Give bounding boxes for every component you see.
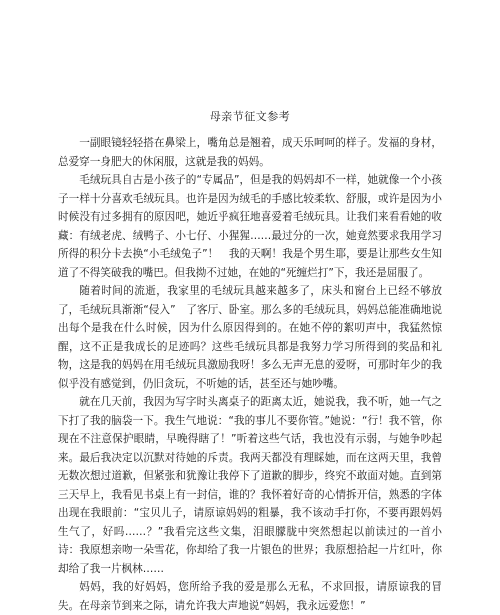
paragraph-4: 就在几天前，我因为写字时头离桌子的距离太近，她说我，我不听，她一气之下打了我的脑袋一下。我生气地说：“我的事儿不要你管。”她说：“行！我不管，你现在不注意保护眼睛，早晚得瞎了！”听着这些气话，我也没有示弱，与她争吵起来。最后我决定以沉默对待她的斥责。我两天都没有理睬她，而在这两天里，我曾无数次想过道歉，但紧张和犹豫让我停下了道歉的脚步，终究不敢面对她。直到第三天早上，我看见书桌上有一封信，谁的？我怀着好奇的心情拆开信，熟悉的字体出现在我眼前：“宝贝儿子，请原谅妈妈的粗暴，我不该动手打你，不要再跟妈妈生气了，好吗……？”我看完这些文集，泪眼朦胧中突然想起以前读过的一首小诗：我原想亲吻一朵雪花，你却给了我一片银色的世界；我原想拾起一片红叶，你却给了我一片枫林…… <box>58 396 442 575</box>
document-body <box>58 134 442 615</box>
paragraph-5: 妈妈，我的好妈妈，您所给予我的爱是那么无私，不求回报，请原谅我的冒失。在母亲节到来之际，请允许我大声地说“妈妈，我永远爱您！” <box>58 581 442 612</box>
paragraph-3: 随着时间的流逝，我家里的毛绒玩具越来越多了，床头和窗台上已经不够放了，毛绒玩具渐渐“侵入” 了客厅、卧室。那么多的毛绒玩具，妈妈总能准确地说出每个是我在什么时候，因为什么原因得到的。在她不停的絮叨声中，我猛然惊醒，这不正是我成长的足迹吗？这些毛绒玩具都是我努力学习所得到的奖品和礼物，这是我的妈妈在用毛绒玩具激励我呀！多么无声无息的爱呀，可那时年少的我似乎没有感觉到，仍旧贪玩，不听她的话，甚至还与她吵嘴。 <box>58 285 442 390</box>
paragraph-2: 毛绒玩具自古是小孩子的“专属品”，但是我的妈妈却不一样，她就像一个小孩子一样十分喜欢毛绒玩具。也许是因为绒毛的手感比较柔软、舒服，或许是因为小时候没有过多拥有的原因吧，她近乎疯狂地喜爱着毛绒玩具。让我们来看看她的收藏：有绒老虎、绒鸭子、小七仔、小猩猩……最过分的一次，她竟然要求我用学习所得的积分卡去换“小毛绒兔子”！ 我的天啊！我是个男生耶，要是让那些女生知道了不得笑破我的嘴巴。但我拗不过她，在她的“死缠烂打”下，我还是屈服了。 <box>58 174 442 279</box>
document-title: 母亲节征文参考 <box>209 110 291 123</box>
paragraph-1: 一副眼镜轻轻搭在鼻梁上，嘴角总是翘着，成天乐呵呵的样子。发福的身材，总爱穿一身肥大的休闲服，这就是我的妈妈。 <box>58 137 442 168</box>
